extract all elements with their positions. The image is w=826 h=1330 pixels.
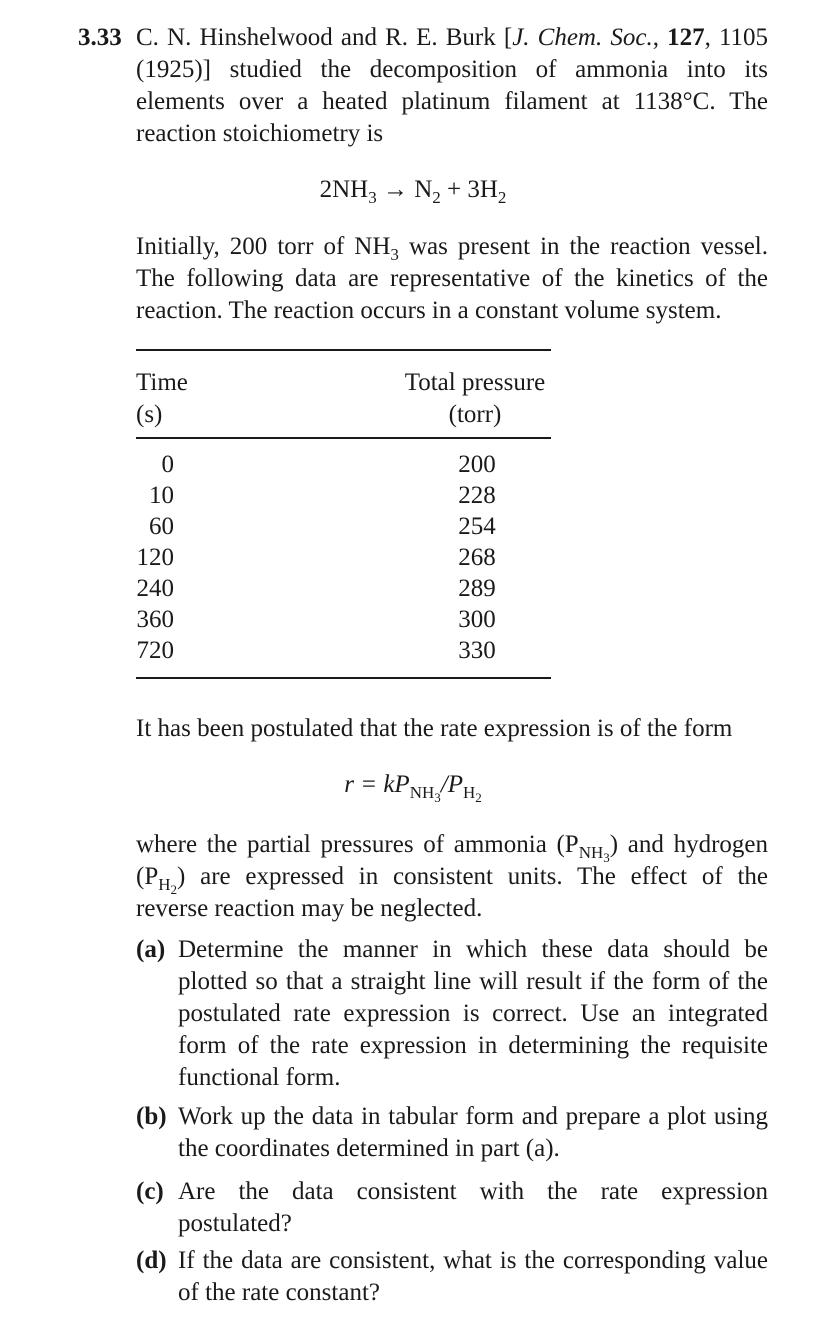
table-bottom-rule: [136, 677, 551, 679]
part-text: If the data are consistent, what is the corresponding value of the rate constant?: [178, 1247, 768, 1306]
table-header-rule: [136, 437, 551, 439]
table-pressure-column: [453, 449, 501, 666]
rate-expression: $r = kP_{NH_3}/P_{H_2}$: [344, 771, 482, 805]
table-cell-time: 10: [149, 482, 174, 509]
table-cell-time: 360: [136, 606, 174, 633]
part-label: (a): [136, 936, 166, 963]
initial-conditions-paragraph: Initially, 200 torr of $NH_3$ was present in the reaction vessel. The following data are representative of the kinetics of the reaction. The reaction occurs in a constant volume system.: [136, 233, 768, 324]
part-label: (c): [136, 1178, 164, 1205]
reaction-equation: $2NH_3 \to N_2 + 3H_2$: [319, 176, 507, 207]
problem-intro: C. N. Hinshelwood and R. E. Burk [J. Chem. Soc., 127, 1105 (1925)] studied the decomposition of ammonia into its elements over a heated platinum filament at 1138°C. The reaction stoichiometry is: [136, 24, 769, 147]
table-cell-pressure: 330: [458, 637, 496, 664]
table-header-time-unit: (s): [136, 401, 163, 428]
part-label: (d): [136, 1247, 167, 1274]
table-cell-pressure: 254: [458, 513, 496, 540]
table-cell-time: 60: [149, 513, 174, 540]
table-cell-pressure: 200: [458, 451, 496, 478]
table-top-rule: [136, 349, 551, 351]
part-label: (b): [136, 1103, 167, 1130]
part-text: Are the data consistent with the rate expression postulated?: [178, 1178, 768, 1237]
table-cell-time: 0: [161, 451, 174, 478]
table-cell-pressure: 300: [458, 606, 496, 633]
table-header-pressure: Total pressure: [404, 369, 546, 396]
table-cell-time: 120: [136, 544, 174, 571]
table-cell-pressure: 268: [458, 544, 496, 571]
table-cell-time: 720: [136, 637, 174, 664]
table-cell-pressure: 289: [458, 575, 496, 602]
partial-pressure-paragraph: where the partial pressures of ammonia $(P_{NH_3})$ and hydrogen $(P_{H_2})$ are expressed in consistent units. The effect of the reverse reaction may be neglected.: [136, 831, 768, 922]
table-header-time: Time: [136, 369, 188, 396]
problem-number: 3.33: [78, 24, 122, 51]
part-text: Determine the manner in which these data should be plotted so that a straight line will result if the form of the postulated rate expression is correct. Use an integrated form of the rate expression in determining the requisite functional form.: [178, 936, 768, 1091]
postulated-paragraph: It has been postulated that the rate expression is of the form: [136, 715, 733, 742]
table-header-pressure-unit: (torr): [448, 401, 502, 428]
table-time-column: [136, 449, 174, 666]
part-text: Work up the data in tabular form and prepare a plot using the coordinates determined in part (a).: [178, 1103, 768, 1162]
table-cell-time: 240: [136, 575, 174, 602]
table-cell-pressure: 228: [458, 482, 496, 509]
